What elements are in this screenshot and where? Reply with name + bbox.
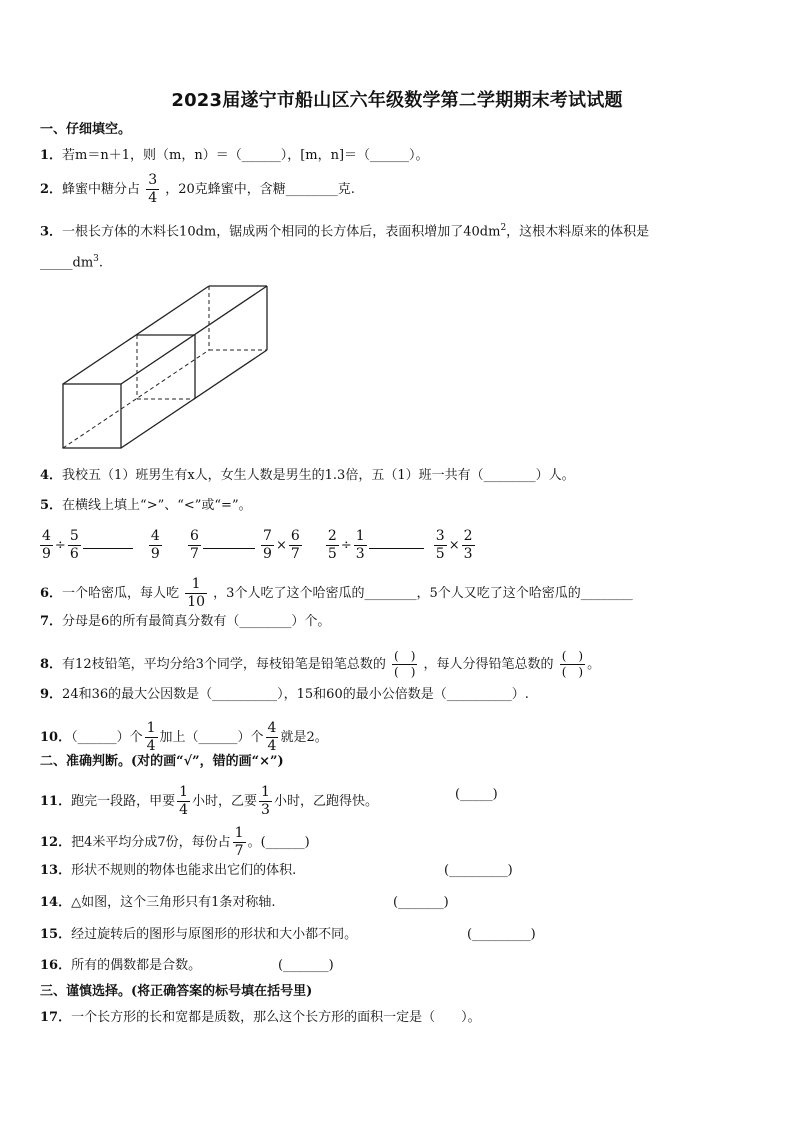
question-4: [40, 467, 575, 485]
question-3: [40, 219, 649, 241]
question-7: [40, 613, 330, 631]
question-number: 7．: [40, 614, 63, 629]
question-text: 一个长方形的长和宽都是质数，那么这个长方形的面积一定是（ ）。: [71, 1010, 481, 1025]
question-number: 15．: [40, 927, 72, 942]
fraction: $\frac{1}{10}$: [187, 576, 206, 610]
question-15: [40, 926, 357, 944]
fraction: $\frac{6}{7}$: [189, 528, 199, 562]
question-text: 加上（______）个: [159, 730, 264, 745]
question-text: 把4米平均分成7份，每份占: [71, 835, 231, 850]
blank-fraction[interactable]: $\frac{( )}{( )}$: [394, 649, 416, 679]
blank-fraction[interactable]: $\frac{( )}{( )}$: [561, 649, 584, 679]
question-11: [40, 784, 378, 819]
question-number: 4．: [40, 468, 63, 483]
fraction: $\frac{3}{4}$: [148, 172, 158, 206]
question-number: 3．: [40, 224, 63, 240]
period: 。: [587, 657, 601, 672]
question-16: [40, 957, 201, 975]
question-text-mid: ，每人分得铅笔总数的: [423, 657, 554, 672]
operator: ÷: [54, 538, 66, 553]
answer-blank-16[interactable]: (_______): [278, 958, 334, 973]
answer-line[interactable]: [83, 536, 133, 549]
answer-blank-11[interactable]: (_____): [455, 787, 498, 802]
question-text: 经过旋转后的图形与原图形的形状和大小都不同。: [71, 927, 358, 942]
question-text: 一个哈密瓜，每人吃: [62, 586, 180, 601]
fraction: $\frac{1}{7}$: [234, 825, 244, 859]
question-text: 形状不规则的物体也能求出它们的体积.: [71, 863, 297, 878]
question-number: 12．: [40, 835, 72, 850]
question-1: [40, 147, 429, 165]
cuboid-figure: [55, 278, 275, 454]
question-text: 我校五（1）班男生有x人，女生人数是男生的1.3倍，五（1）班一共有（________）人。: [62, 468, 575, 483]
fraction: $\frac{1}{4}$: [146, 720, 156, 754]
question-text-tail: ，这根木料原来的体积是: [506, 224, 650, 240]
answer-blank-14[interactable]: (_______): [393, 895, 449, 910]
question-number: 14．: [40, 895, 72, 910]
question-10: [40, 720, 328, 755]
answer-blank-13[interactable]: (_________): [444, 863, 513, 878]
question-number: 9．: [40, 687, 63, 702]
question-text: 24和36的最大公因数是（__________），15和60的最小公倍数是（__________）.: [62, 687, 529, 702]
question-number: 8．: [40, 657, 63, 672]
question-text: 一根长方体的木料长10dm，锯成两个相同的长方体后，表面积增加了40dm: [62, 224, 501, 240]
fraction: $\frac{2}{5}$: [327, 528, 337, 562]
question-text-end: ，3个人吃了这个哈密瓜的________，5个人又吃了这个哈密瓜的________: [213, 586, 633, 601]
fraction: $\frac{3}{5}$: [435, 528, 445, 562]
question-text-end: ，20克蜂蜜中，含糖________克.: [165, 182, 355, 197]
question-text: 小时，乙要: [192, 794, 258, 809]
question-12: [40, 825, 310, 860]
period: .: [98, 255, 104, 271]
question-14: [40, 894, 276, 912]
fraction: $\frac{4}{9}$: [150, 528, 160, 562]
operator: ×: [275, 538, 287, 553]
question-number: 17．: [40, 1010, 72, 1025]
question-number: 2．: [40, 182, 63, 197]
section-heading-2: 二、准确判断。(对的画“√”，错的画“×”): [40, 754, 284, 769]
operator: ÷: [340, 538, 352, 553]
fraction: $\frac{5}{6}$: [69, 528, 79, 562]
question-text: 跑完一段路，甲要: [71, 794, 176, 809]
fraction: $\frac{4}{4}$: [267, 720, 277, 754]
question-number: 16．: [40, 958, 72, 973]
answer-blank-15[interactable]: (_________): [467, 927, 536, 942]
fraction: $\frac{1}{3}$: [355, 528, 365, 562]
question-text: 蜂蜜中糖分占: [62, 182, 141, 197]
fraction: $\frac{7}{9}$: [263, 528, 272, 562]
fraction: $\frac{1}{3}$: [261, 784, 270, 818]
section-heading-1: 一、仔细填空。: [40, 122, 132, 137]
question-number: 10．: [40, 730, 72, 745]
fraction: $\frac{1}{4}$: [179, 784, 189, 818]
question-text: 所有的偶数都是合数。: [71, 958, 202, 973]
comparison-row: [38, 528, 477, 563]
question-number: 11．: [40, 794, 72, 809]
question-2: [40, 172, 355, 207]
operator: ×: [448, 538, 460, 553]
question-number: 5．: [40, 498, 63, 513]
fraction: $\frac{2}{3}$: [463, 528, 473, 562]
fraction: $\frac{4}{9}$: [42, 528, 51, 562]
question-text-end: 。(______): [247, 835, 310, 850]
question-text: （______）个: [71, 730, 143, 745]
superscript: 3: [93, 254, 99, 264]
answer-blank: _____dm: [40, 255, 94, 271]
question-17: [40, 1009, 481, 1027]
question-3-line-2: [40, 250, 103, 272]
question-9: [40, 686, 529, 704]
section-heading-3: 三、谨慎选择。(将正确答案的标号填在括号里): [40, 984, 313, 999]
question-13: [40, 862, 296, 880]
question-5: [40, 497, 252, 515]
question-text: △如图，这个三角形只有1条对称轴.: [71, 895, 276, 910]
question-8: [40, 649, 600, 680]
question-6: [40, 576, 633, 611]
question-number: 13．: [40, 863, 72, 878]
answer-line[interactable]: [203, 536, 255, 549]
question-text: 在横线上填上“>”、“<”或“=”。: [62, 498, 252, 513]
question-text: 分母是6的所有最简真分数有（________）个。: [62, 614, 331, 629]
question-text: 小时，乙跑得快。: [273, 794, 378, 809]
superscript: 2: [500, 223, 507, 233]
question-number: 1．: [40, 148, 63, 163]
page-title: 2023届遂宁市船山区六年级数学第二学期期末考试试题: [171, 90, 623, 111]
question-text: 若m＝n＋1，则（m，n）＝（______），[m，n]＝（______）。: [62, 148, 429, 163]
question-text: 有12枝铅笔，平均分给3个同学，每枝铅笔是铅笔总数的: [62, 657, 386, 672]
question-text: 就是2。: [280, 730, 328, 745]
answer-line[interactable]: [369, 536, 424, 549]
question-number: 6．: [40, 586, 63, 601]
fraction: $\frac{6}{7}$: [290, 528, 300, 562]
